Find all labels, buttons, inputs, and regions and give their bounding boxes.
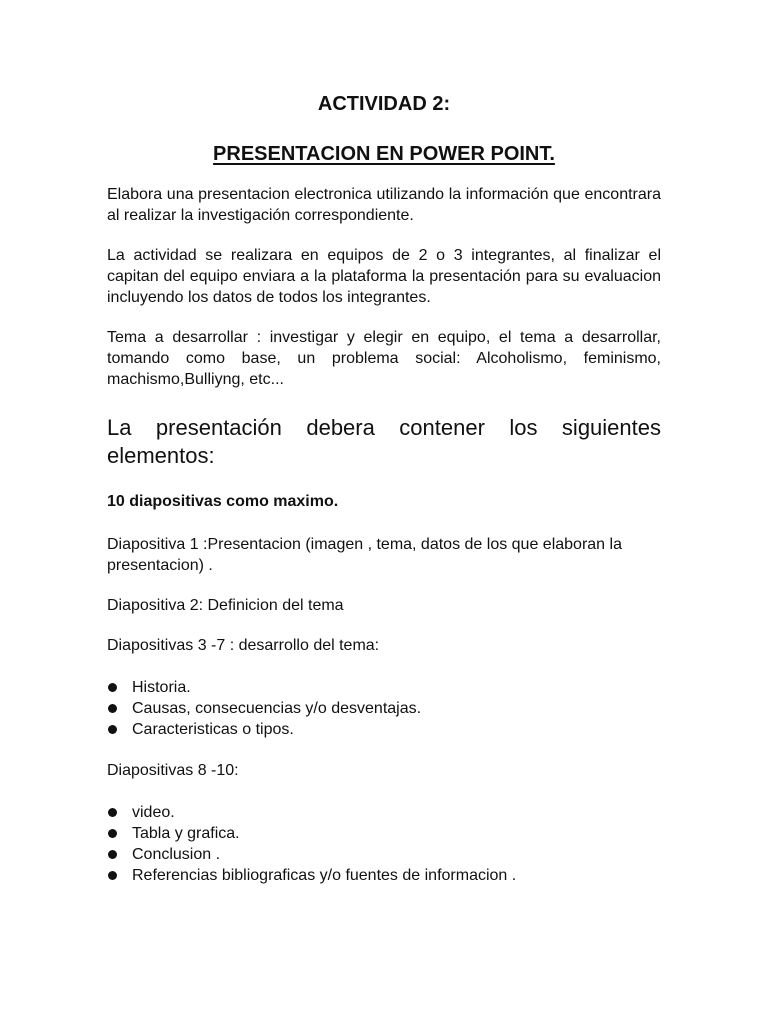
activity-subtitle: PRESENTACION EN POWER POINT. bbox=[213, 143, 555, 165]
bullet-icon bbox=[108, 808, 117, 817]
bullet-icon bbox=[108, 850, 117, 859]
document-page bbox=[107, 92, 661, 906]
list-item: Conclusion . bbox=[107, 844, 661, 865]
list-item: Historia. bbox=[107, 677, 661, 698]
slide-2-description: Diapositiva 2: Definicion del tema bbox=[107, 597, 344, 614]
bullet-icon bbox=[108, 704, 117, 713]
list-item: Tabla y grafica. bbox=[107, 823, 661, 844]
list-item: Causas, consecuencias y/o desventajas. bbox=[107, 698, 661, 719]
slide-1-description: Diapositiva 1 :Presentacion (imagen , tema, datos de los que elaboran la presentacion) . bbox=[107, 536, 622, 574]
bullet-icon bbox=[108, 725, 117, 734]
slides-3-7-list bbox=[107, 677, 661, 740]
slides-8-10-description: Diapositivas 8 -10: bbox=[107, 762, 239, 779]
list-item: Caracteristicas o tipos. bbox=[107, 719, 661, 740]
list-item: Referencias bibliograficas y/o fuentes de informacion . bbox=[107, 865, 661, 886]
bullet-icon bbox=[108, 871, 117, 880]
bullet-icon bbox=[108, 683, 117, 692]
slides-8-10-list bbox=[107, 802, 661, 886]
team-paragraph: La actividad se realizara en equipos de 2 o 3 integrantes, al finalizar el capitan del equipo enviara a la plataforma la presentación para su evaluacion incluyendo los datos de todos los integrantes. bbox=[107, 247, 661, 306]
list-item: video. bbox=[107, 802, 661, 823]
topic-paragraph: Tema a desarrollar : investigar y elegir en equipo, el tema a desarrollar, tomando como base, un problema social: Alcoholismo, feminismo, machismo,Bulliyng, etc... bbox=[107, 329, 661, 388]
section-heading: La presentación debera contener los siguientes elementos: bbox=[107, 415, 661, 468]
bullet-icon bbox=[108, 829, 117, 838]
slides-3-7-description: Diapositivas 3 -7 : desarrollo del tema: bbox=[107, 637, 380, 654]
max-slides-note: 10 diapositivas como maximo. bbox=[107, 493, 339, 510]
intro-paragraph: Elabora una presentacion electronica utilizando la información que encontrara al realizar la investigación correspondiente. bbox=[107, 186, 661, 224]
activity-title: ACTIVIDAD 2: bbox=[317, 93, 451, 115]
